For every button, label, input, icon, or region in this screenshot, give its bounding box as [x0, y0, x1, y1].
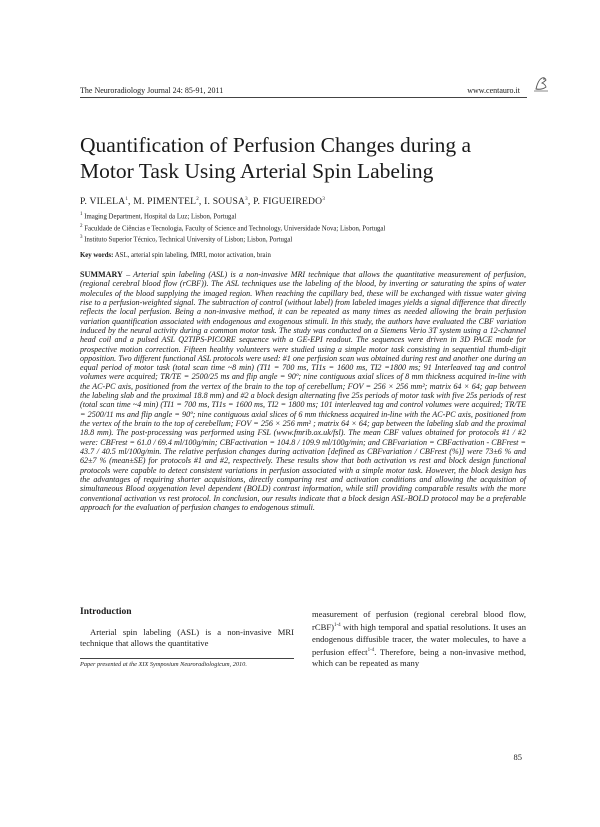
affiliations: [80, 210, 530, 245]
abstract-text: – Arterial spin labeling (ASL) is a non-invasive MRI technique that allows the quantitative measurement of perfusion, (regional cerebral blood flow (rCBF)). The ASL techniques use the labeling of the blood, by inverting or saturating the spins of water molecules of the blood supplying the imaged region. When reaching the capillary bed, these will be exchanged with tissue water giving rise to a perfusion-weighted signal. The subtraction of control (without label) from labeled images yields a signal difference that directly reflects the local perfusion. Being a non-invasive method, it can be repeated as many times as needed allowing the brain perfusion variation quantification associated with endogenous and exogenous stimuli. In this study, the authors have evaluated the CBF variation induced by the neural activity during a common motor task. The study was conducted on a Siemens Verio 3T system using a 12-channel head coil and a pulsed ASL Q2TIPS-PICORE sequence with a GE-EPI readout. The sequences were driven in 3D PACE mode for prospective motion correction. Fifteen healthy volunteers were studied using a simple motor task consisting in sequential thumb-digit opposition. Two different functional ASL protocols were used: #1 one perfusion scan was obtained during rest and another one during an equal period of motor task (total scan time ~8 min) (TI1 = 700 ms, TI1s = 1600 ms, TI2 =1800 ms; 91 Interleaved tag and control volumes were acquired; TR/TE = 2500/25 ms and flip angle = 90º; nine contiguous axial slices of 8 mm thickness acquired in-line with the AC-PC axis, positioned from the vertex of the brain to the top of cerebellum; FOV = 256 × 256 mm²; matrix 64 × 64; gap between the labeling slab and the proximal 18.8 mm) and #2 a block design alternating five 25s periods of motor task with five 25s periods of rest (total scan time ~4 min) (TI1 = 700 ms, TI1s = 1600 ms, TI2 = 1800 ms; 101 interleaved tag and control volumes were acquired; TR/TE = 2500/11 ms and flip angle = 90º; nine contiguous axial slices of 6 mm thickness acquired in-line with the AC-PC axis, positioned from the vertex of the brain to the top of cerebellum; FOV = 256 × 256 mm² ; matrix 64 × 64; gap between the labeling slab and the proximal 18.8 mm). The post-processing was performed using FSL (www.fmrib.ox.uk/fsl). The mean CBF values obtained for protocols #1 / #2 were: CBFrest = 61.0 / 69.4 ml/100g/min; CBFactivation = 104.8 / 109.9 ml/100g/min; and CBFvariation = CBFactivation - CBFrest = 43.7 / 40.5 ml/100g/min. The relative perfusion changes during activation [defined as CBFvariation / CBFrest (%)] were 73±6 % and 62±7 % (mean±SE) for protocols #1 and #2, respectively. These results show that both activation vs rest and block design functional protocols were capable to detect consistent variations in perfusion associated with a simple motor task. However, the block design has the advantages of requiring shorter acquisitions, directly comparing rest and activation conditions and allowing the acquisition of simultaneous Blood oxygenation level dependent (BOLD) contrast information, while still providing comparable results with the more conventional activation vs rest protocol. In conclusion, our results indicate that a block design ASL-BOLD protocol may be a preferable approach for the evaluation of perfusion changes to endogenous stimuli.: [80, 270, 527, 512]
author-affil-mark: 3: [245, 196, 248, 202]
author-affil-mark: 1: [125, 196, 129, 202]
page-number: 85: [513, 752, 522, 762]
header-rule: [80, 97, 527, 98]
footnote-rule: [80, 658, 294, 659]
author-affil-mark: 2: [196, 196, 199, 202]
author-affil-mark: 3: [322, 196, 326, 202]
journal-website: www.centauro.it: [467, 86, 520, 95]
abstract-label: SUMMARY: [80, 270, 123, 279]
keywords-label: Key words:: [80, 252, 114, 259]
abstract: [80, 270, 526, 512]
author-list: P. VILELA$^1$, M. PIMENTEL$^2$, I. SOUSA$^3$, P. FIGUEIREDO$^3$: [80, 196, 326, 207]
publisher-logo-icon: [530, 72, 552, 94]
author-name: I. SOUSA: [204, 196, 246, 207]
affiliation-line: $^3$ Instituto Superior Técnico, Technical University of Lisbon; Lisbon, Portugal: [80, 235, 293, 244]
keywords-text: ASL, arterial spin labeling, fMRI, motor activation, brain: [114, 252, 271, 259]
author-name: P. VILELA: [80, 196, 126, 207]
author-name: M. PIMENTEL: [133, 196, 197, 207]
keywords: [80, 252, 530, 259]
footnote: Paper presented at the XIX Symposium Neuroradiologicum, 2010.: [80, 661, 247, 668]
journal-citation: The Neuroradiology Journal 24: 85-91, 2011: [80, 86, 224, 95]
author-name: P. FIGUEIREDO: [253, 196, 323, 207]
affiliation-line: $^1$ Imaging Department, Hospital da Luz; Lisbon, Portugal: [80, 212, 237, 221]
section-heading: Introduction: [80, 607, 132, 617]
affiliation-line: $^2$ Faculdade de Ciências e Tecnologia, Faculty of Science and Technology, Universidade Nova; Lisbon, Portugal: [80, 223, 386, 232]
article-title: Quantification of Perfusion Changes during a Motor Task Using Arterial Spin Labeling: [80, 133, 472, 183]
intro-right-column: measurement of perfusion (regional cerebral blood flow, rCBF)$^{1-4}$ with high temporal and spatial resolutions. It uses an endogenous diffusible tracer, the water molecules, to have a perfusion effect$^{1-4}$. Therefore, being a non-invasive method, which can be repeated as many: [312, 609, 526, 669]
intro-left-column: Arterial spin labeling (ASL) is a non-invasive MRI technique that allows the quantitative: [80, 627, 294, 649]
